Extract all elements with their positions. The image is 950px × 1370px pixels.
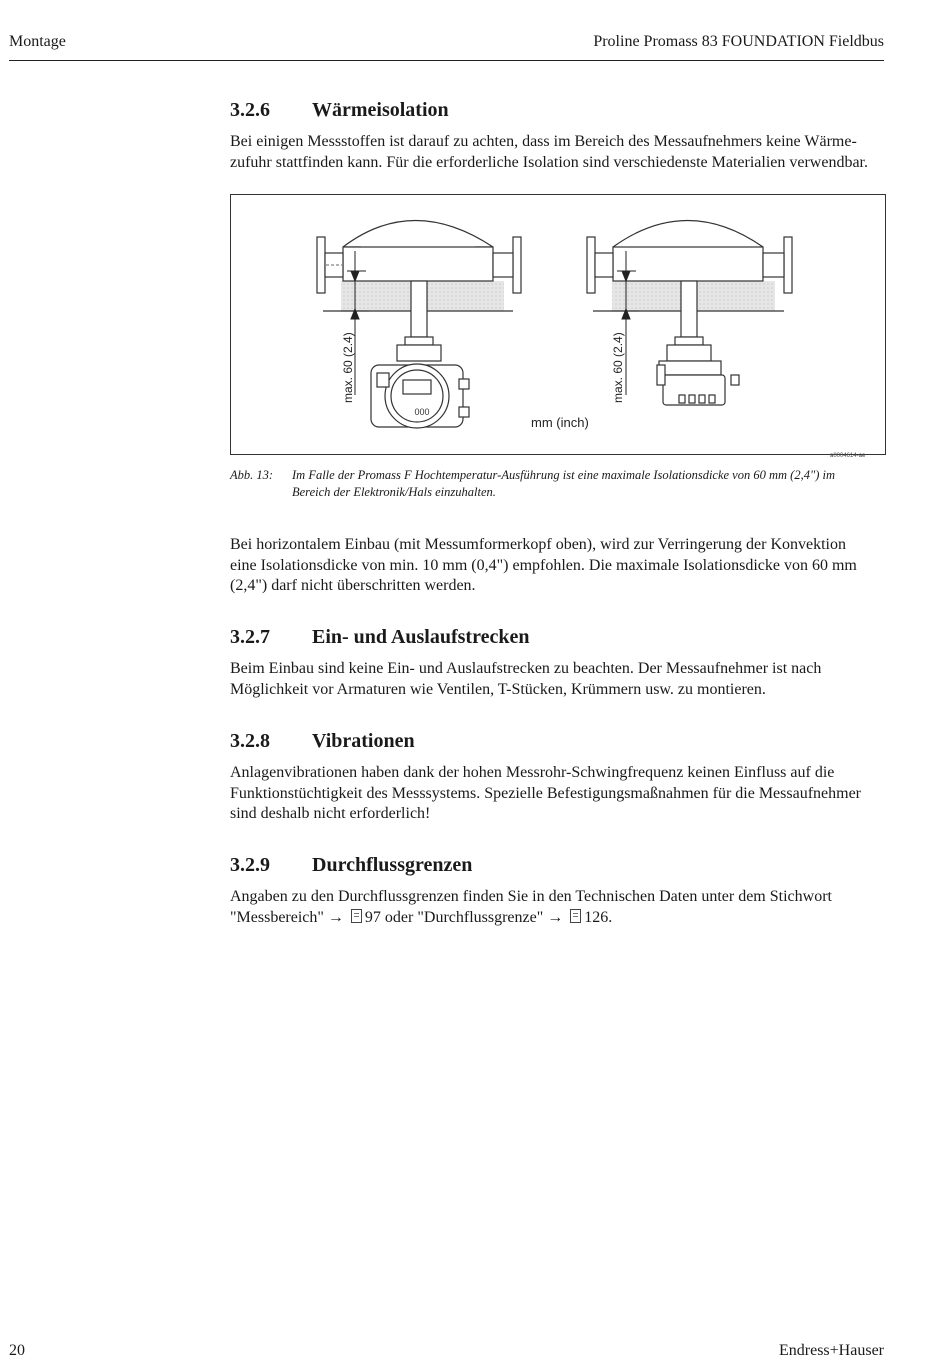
page-reference-icon [351,909,362,923]
footer-page-number: 20 [9,1342,25,1359]
paragraph-line: Bei horizontalem Einbau (mit Messumformerkopf oben), wird zur Verringerung der Konvektion [230,536,846,553]
paragraph-line: Angaben zu den Durchflussgrenzen finden Sie in den Technischen Daten unter dem Stichwort [230,888,832,905]
paragraph-horizontal-install [230,535,886,597]
footer-brand: Endress+Hauser [779,1342,884,1359]
caption-text [292,467,835,501]
header-document-title: Proline Promass 83 FOUNDATION Fieldbus [593,33,884,50]
reference-text: oder "Durchflussgrenze" → [384,908,564,926]
section-title: Ein- und Auslaufstrecken [312,626,530,648]
paragraph-line: zufuhr stattfinden kann. Für die erforderliche Isolation sind verschiedenste Materialien verwendbar. [230,153,868,171]
section-title: Wärmeisolation [312,99,449,121]
page-link-durchflussgrenze[interactable]: 126. [584,908,613,926]
caption-line: Bereich der Elektronik/Hals einzuhalten. [292,485,496,499]
section-heading-3-2-8 [230,730,886,753]
section-heading-3-2-9 [230,854,886,877]
section-heading-3-2-7 [230,626,886,649]
figure-insulation-diagram [230,194,886,455]
figure-caption [230,467,886,501]
section-text-3-2-7 [230,659,886,700]
page-link-messbereich[interactable]: 97 [364,908,381,926]
page-reference-icon [570,909,581,923]
header-rule [9,60,884,61]
paragraph-line: Anlagenvibrationen haben dank der hohen Messrohr-Schwingfrequenz keinen Einfluss auf die [230,764,835,781]
section-text-3-2-6 [230,132,886,173]
insulation-diagram-svg [231,195,885,454]
figure-id: a0004614-ae [830,453,866,459]
section-text-3-2-9 [230,887,886,928]
section-title: Durchflussgrenzen [312,854,473,876]
paragraph-line: (2,4") darf nicht überschritten werden. [230,577,476,594]
paragraph-line: sind deshalb nicht erforderlich! [230,805,431,822]
section-number: 3.2.9 [230,854,270,876]
section-heading-3-2-6 [230,99,886,122]
paragraph-line: Möglichkeit vor Armaturen wie Ventilen, T-Stücken, Krümmern usw. zu montieren. [230,680,766,698]
section-text-3-2-8 [230,763,886,825]
section-title: Vibrationen [312,730,415,752]
unit-label: mm (inch) [531,415,589,430]
section-number: 3.2.8 [230,730,270,752]
caption-label: Abb. 13: [230,468,274,482]
dimension-label-left: max. 60 (2.4) [341,332,355,403]
header-section-title: Montage [9,33,66,50]
paragraph-line: eine Isolationsdicke von min. 10 mm (0,4") empfohlen. Die maximale Isolationsdicke von 60 mm [230,556,857,574]
section-number: 3.2.7 [230,626,270,648]
paragraph-line [230,908,886,929]
caption-line: Im Falle der Promass F Hochtemperatur-Ausführung ist eine maximale Isolationsdicke von 60 mm (2,4") im [292,468,835,482]
dimension-label-right: max. 60 (2.4) [611,332,625,403]
reference-text: "Messbereich" → [230,908,344,926]
display-digits: 000 [414,407,430,417]
section-number: 3.2.6 [230,99,270,121]
paragraph-line: Funktionstüchtigkeit des Messsystems. Spezielle Befestigungsmaßnahmen für die Messaufnehmer [230,784,861,802]
paragraph-line: Bei einigen Messstoffen ist darauf zu achten, dass im Bereich des Messaufnehmers keine Wärme- [230,133,857,150]
paragraph-line: Beim Einbau sind keine Ein- und Auslaufstrecken zu beachten. Der Messaufnehmer ist nach [230,660,822,677]
